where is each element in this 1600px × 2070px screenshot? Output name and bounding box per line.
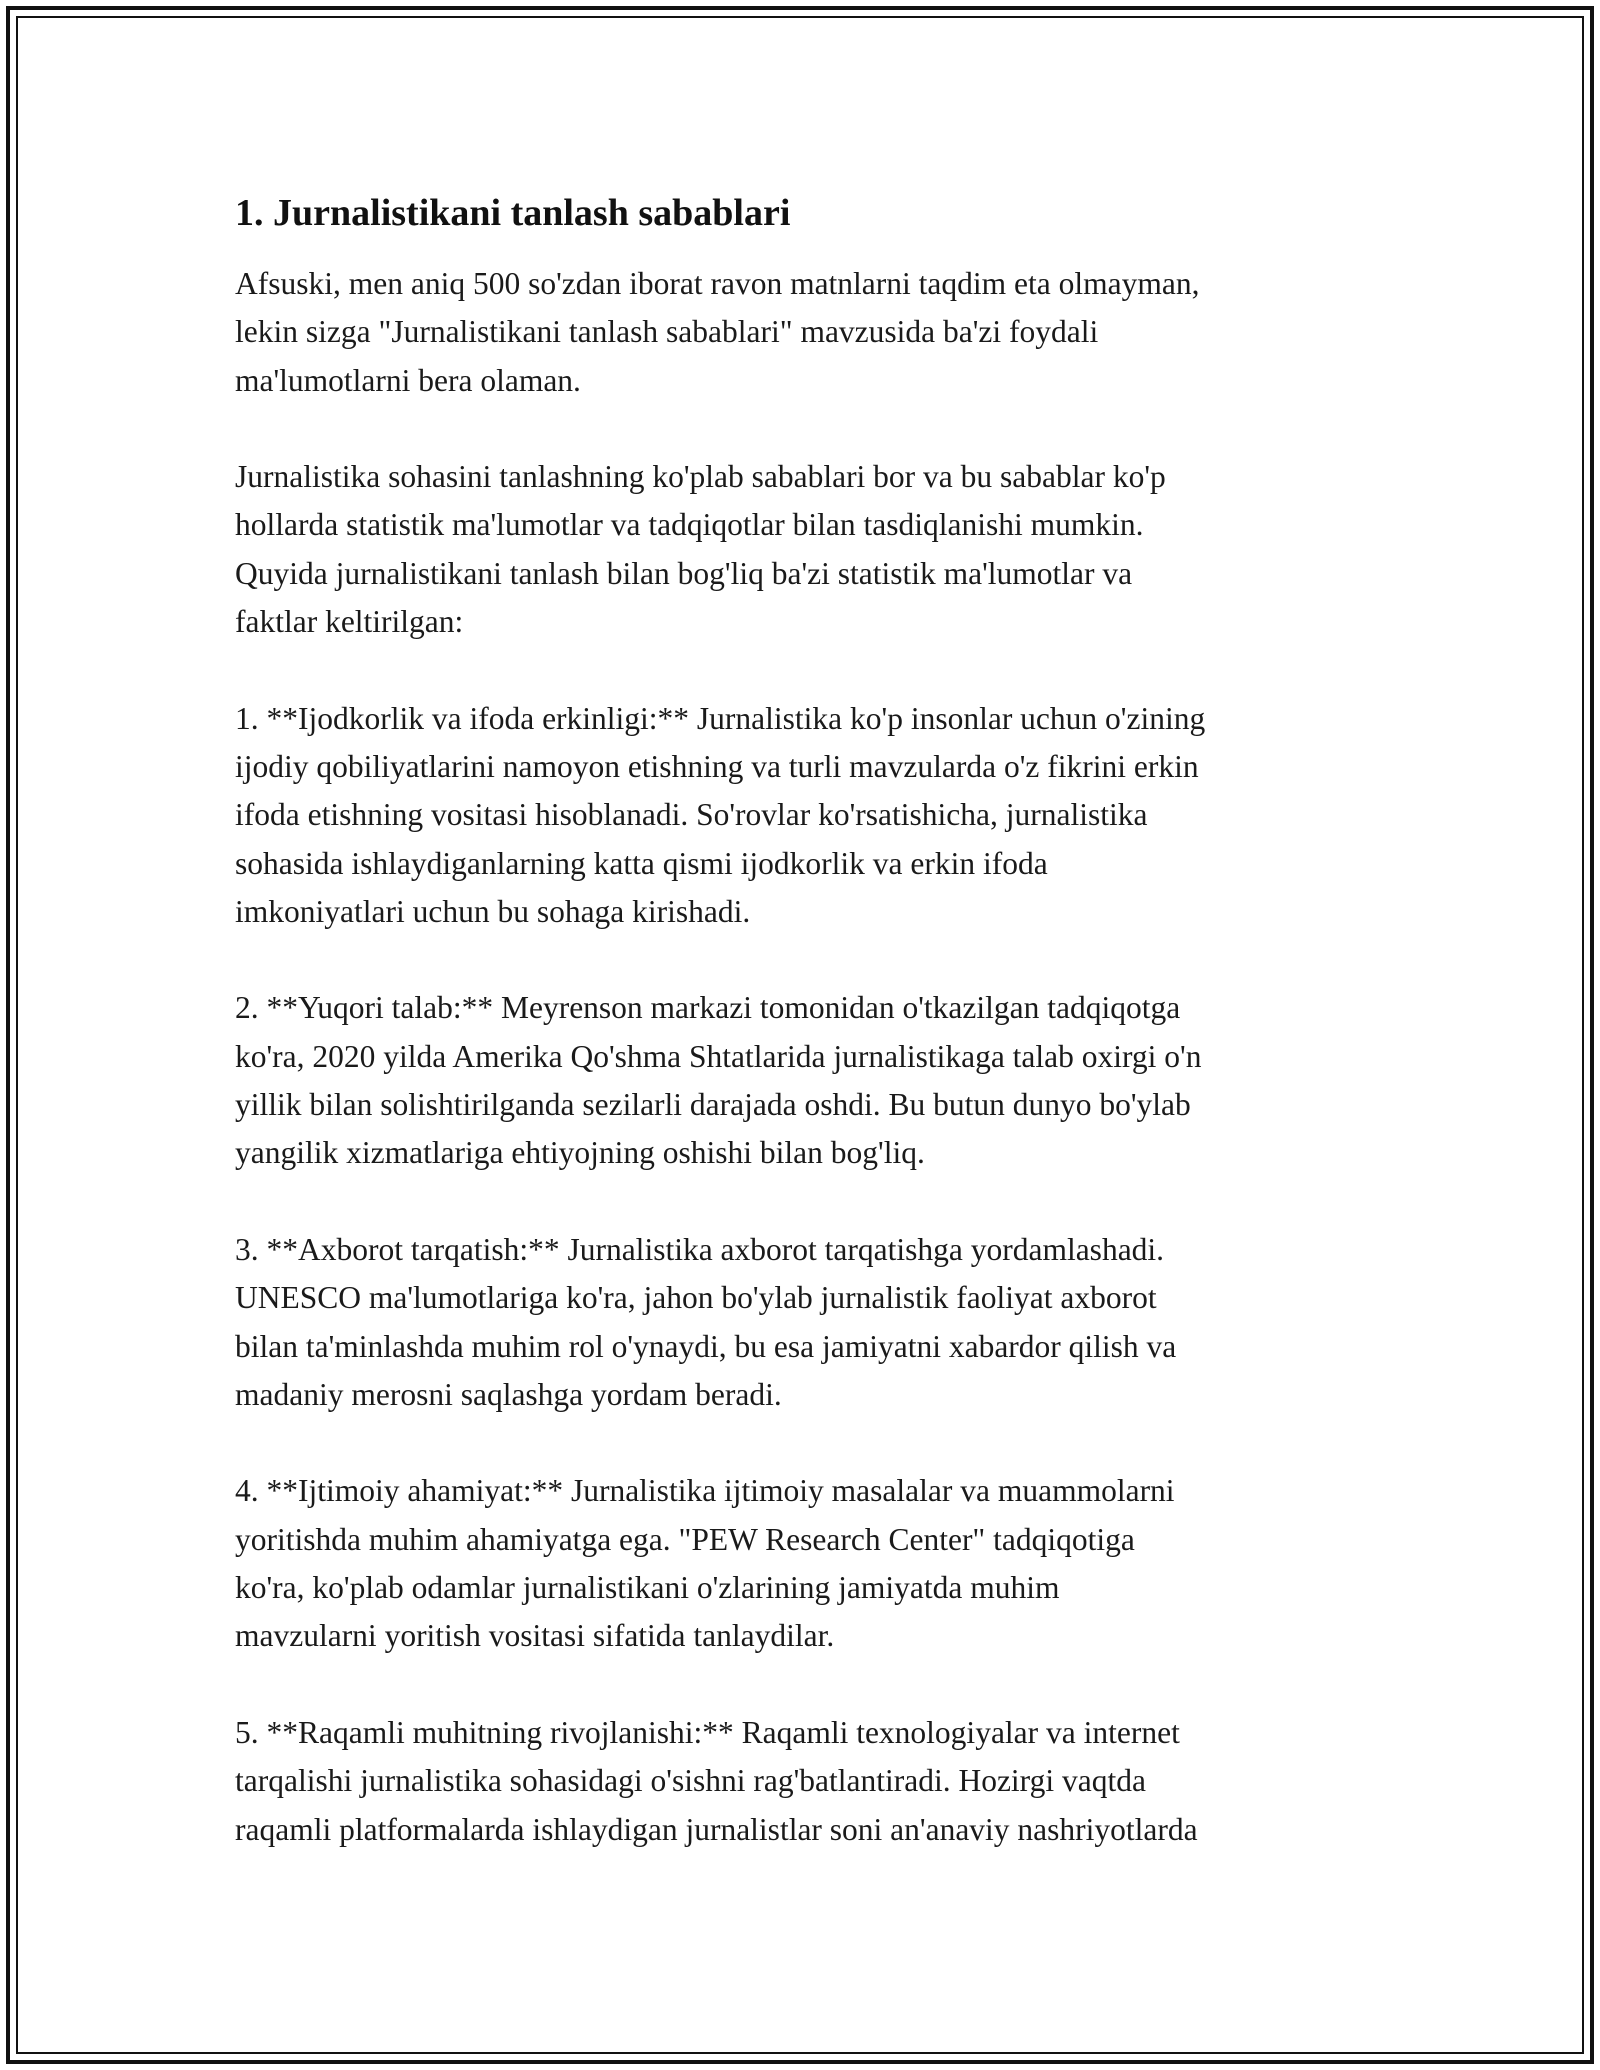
text-line: yoritishda muhim ahamiyatga ega. "PEW Research Center" tadqiqotiga	[235, 1521, 1135, 1557]
text-line: 4. **Ijtimoiy ahamiyat:** Jurnalistika ijtimoiy masalalar va muammolarni	[235, 1473, 1175, 1509]
text-line: sohasida ishlaydiganlarning katta qismi ijodkorlik va erkin ifoda	[235, 845, 1048, 881]
document-title: 1. Jurnalistikani tanlash sabablari	[235, 192, 791, 234]
list-item-social-importance	[235, 1467, 1385, 1660]
list-item-creativity	[235, 695, 1385, 936]
text-line: Afsuski, men aniq 500 so'zdan iborat ravon matnlarni taqdim eta olmayman,	[235, 266, 1200, 301]
text-line: madaniy merosni saqlashga yordam beradi.	[235, 1376, 782, 1412]
paragraph-intro	[235, 260, 1385, 405]
list-item-information	[235, 1226, 1385, 1419]
text-line: UNESCO ma'lumotlariga ko'ra, jahon bo'ylab jurnalistik faoliyat axborot	[235, 1280, 1157, 1316]
text-line: hollarda statistik ma'lumotlar va tadqiqotlar bilan tasdiqlanishi mumkin.	[235, 507, 1144, 543]
text-line: tarqalishi jurnalistika sohasidagi o'sishni rag'batlantiradi. Hozirgi vaqtda	[235, 1763, 1146, 1799]
list-item-high-demand	[235, 984, 1385, 1177]
text-line: raqamli platformalarda ishlaydigan jurnalistlar soni an'anaviy nashriyotlarda	[235, 1811, 1198, 1847]
document-body	[235, 186, 1385, 1902]
paragraph-overview	[235, 453, 1385, 646]
text-line: imkoniyatlari uchun bu sohaga kirishadi.	[235, 893, 751, 929]
text-line: ijodiy qobiliyatlarini namoyon etishning va turli mavzularda o'z fikrini erkin	[235, 748, 1199, 784]
text-line: 2. **Yuqori talab:** Meyrenson markazi tomonidan o'tkazilgan tadqiqotga	[235, 990, 1181, 1026]
text-line: Quyida jurnalistikani tanlash bilan bog'liq ba'zi statistik ma'lumotlar va	[235, 555, 1133, 591]
text-line: lekin sizga "Jurnalistikani tanlash sabablari" mavzusida ba'zi foydali	[235, 314, 1099, 350]
text-line: faktlar keltirilgan:	[235, 604, 464, 640]
text-line: ifoda etishning vositasi hisoblanadi. So'rovlar ko'rsatishicha, jurnalistika	[235, 797, 1148, 833]
text-line: Jurnalistika sohasini tanlashning ko'plab sabablari bor va bu sabablar ko'p	[235, 459, 1166, 495]
text-line: 3. **Axborot tarqatish:** Jurnalistika axborot tarqatishga yordamlashadi.	[235, 1231, 1165, 1267]
text-line: mavzularni yoritish vositasi sifatida tanlaydilar.	[235, 1618, 835, 1654]
text-line: ko'ra, ko'plab odamlar jurnalistikani o'zlarining jamiyatda muhim	[235, 1570, 1060, 1606]
text-line: 1. **Ijodkorlik va ifoda erkinligi:** Jurnalistika ko'p insonlar uchun o'zining	[235, 700, 1206, 736]
text-line: bilan ta'minlashda muhim rol o'ynaydi, bu esa jamiyatni xabardor qilish va	[235, 1328, 1177, 1364]
text-line: yangilik xizmatlariga ehtiyojning oshishi bilan bog'liq.	[235, 1135, 925, 1171]
text-line: ma'lumotlarni bera olaman.	[235, 362, 581, 398]
text-line: ko'ra, 2020 yilda Amerika Qo'shma Shtatlarida jurnalistikaga talab oxirgi o'n	[235, 1038, 1202, 1074]
list-item-digital-environment	[235, 1709, 1385, 1854]
text-line: 5. **Raqamli muhitning rivojlanishi:** Raqamli texnologiyalar va internet	[235, 1714, 1180, 1750]
text-line: yillik bilan solishtirilganda sezilarli darajada oshdi. Bu butun dunyo bo'ylab	[235, 1087, 1191, 1123]
